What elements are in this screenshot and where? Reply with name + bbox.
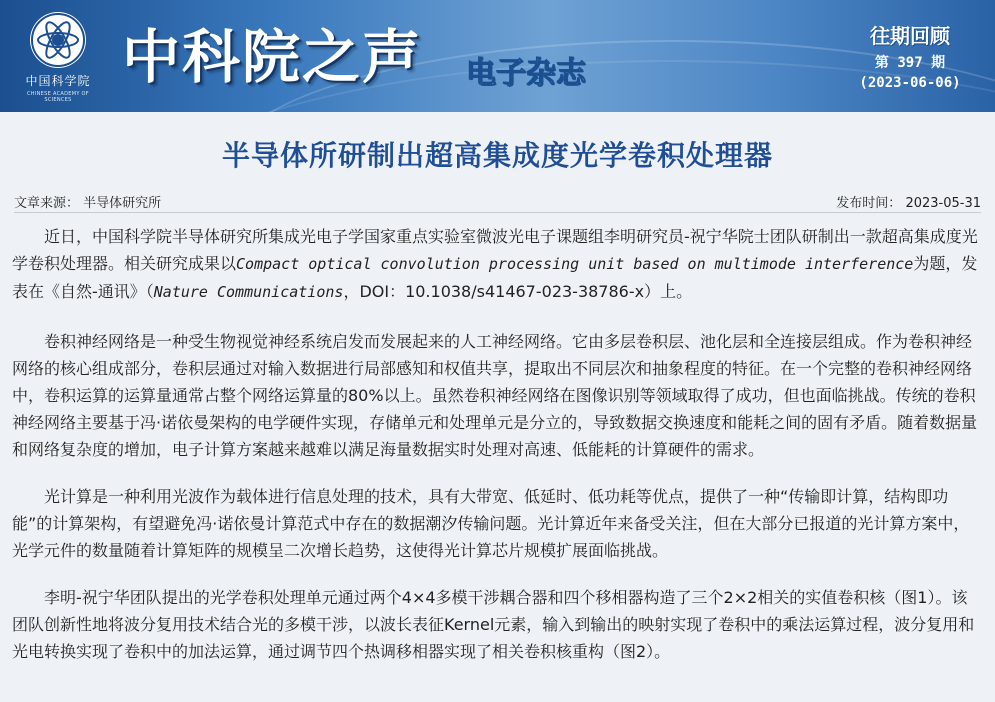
paragraph: 光计算是一种利用光波作为载体进行信息处理的技术，具有大带宽、低延时、低功耗等优点，提供了一种“传输即计算，结构即功能”的计算架构，有望避免冯·诺依曼计算范式中存在的数据潮汐传输问题。光计算近年来备受关注，但在大部分已报道的光计算方案中，光学元件的数量随着计算矩阵的规模呈二次增长趋势，这使得光计算芯片规模扩展面临挑战。 (12, 487, 970, 560)
article-source (14, 192, 161, 211)
article-meta (14, 188, 981, 213)
source-label: 文章来源： (14, 196, 80, 211)
journal-name: Nature Communications (153, 283, 344, 301)
paragraph: 李明-祝宁华团队提出的光学卷积处理单元通过两个4×4多模干涉耦合器和四个移相器构造了三个2×2相关的实值卷积核（图1）。该团队创新性地将波分复用技术结合光的多模干涉，以波长表征Kernel元素，输入到输出的映射实现了卷积中的乘法运算过程，波分复用和光电转换实现了卷积中的加法运算，通过调节四个热调移相器实现了相关卷积核重构（图2）。 (12, 588, 975, 661)
paragraph-text: ，DOI：10.1038/s41467-023-38786-x）上。 (343, 282, 693, 301)
logo-subtext: CHINESE ACADEMY OF SCIENCES (27, 91, 89, 103)
cas-logo[interactable] (14, 8, 102, 104)
masthead (0, 0, 995, 112)
cas-emblem-icon (30, 12, 86, 68)
past-issues-link[interactable]: 往期回顾 (870, 24, 950, 48)
source-value: 半导体研究所 (83, 196, 162, 211)
paragraph: 卷积神经网络是一种受生物视觉神经系统启发而发展起来的人工神经网络。它由多层卷积层、池化层和全连接层组成。作为卷积神经网络的核心组成部分，卷积层通过对输入数据进行局部感知和权值共享，提取出不同层次和抽象程度的特征。在一个完整的卷积神经网络中，卷积运算的运算量通常占整个网络运算量的80%以上。虽然卷积神经网络在图像识别等领域取得了成功，但也面临挑战。传统的卷积神经网络主要基于冯·诺依曼架构的电学硬件实现，存储单元和处理单元是分立的，导致数据交换速度和能耗之间的固有矛盾。随着数据量和网络复杂度的增加，电子计算方案越来越难以满足海量数据实时处理对高速、低能耗的计算硬件的需求。 (12, 332, 978, 459)
magazine-title: 中科院之声 (122, 23, 423, 91)
issue-number: 第 397 期 (874, 55, 946, 71)
published-label: 发布时间： (836, 196, 902, 211)
article-published (836, 192, 981, 211)
paragraph-text: 为题，发表在《自然-通讯》（ (12, 254, 978, 301)
paragraph-text: 近日，中国科学院半导体研究所集成光电子学国家重点实验室微波光电子课题组李明研究员-祝宁华院士团队研制出一款超高集成度光学卷积处理器。相关研究成果以 (12, 227, 978, 273)
article-title: 半导体所研制出超高集成度光学卷积处理器 (221, 139, 773, 172)
published-value: 2023-05-31 (905, 196, 981, 211)
issue-info (855, 20, 965, 91)
paper-title: Compact optical convolution processing unit based on multimode interference (236, 255, 914, 273)
issue-date: (2023-06-06) (859, 75, 961, 91)
logo-text: 中国科学院 (25, 74, 91, 88)
paragraph (12, 223, 981, 306)
magazine-subtitle: 电子杂志 (466, 56, 586, 91)
article-body (0, 213, 995, 665)
